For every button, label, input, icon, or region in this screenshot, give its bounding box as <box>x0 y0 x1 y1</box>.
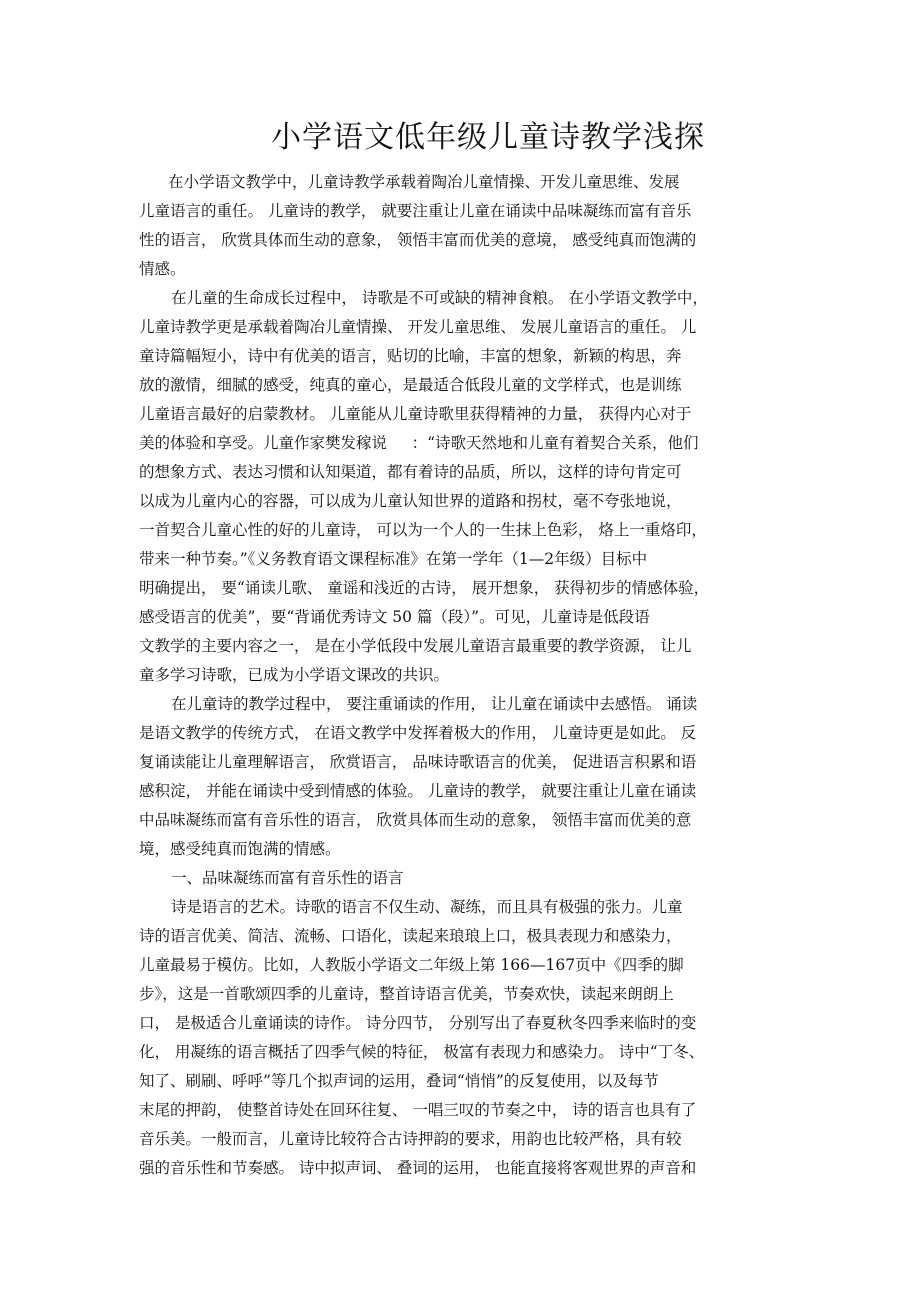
text-line: 复诵读能让儿童理解语言， 欣赏语言， 品味诗歌语言的优美， 促进语言积累和语 <box>139 753 697 771</box>
text-line: 儿童语言的重任。 儿童诗的教学， 就要注重让儿童在诵读中品味凝练而富有音乐 <box>139 202 692 220</box>
document-body <box>139 168 759 1183</box>
text-line: 一首契合儿童心性的好的儿童诗， 可以为一个人的一生抹上色彩， 烙上一重烙印， <box>139 521 707 539</box>
text-line: 童多学习诗歌，已成为小学语文课改的共识。 <box>139 666 450 684</box>
text-line: 诗的语言优美、简洁、流畅、口语化，读起来琅琅上口，极具表现力和感染力， <box>139 927 682 945</box>
text-line: 感受语言的优美”，要“背诵优秀诗文 50 篇（段）”。可见，儿童诗是低段语 <box>139 608 650 626</box>
text-line: 口， 是极适合儿童诵读的诗作。 诗分四节， 分别写出了春夏秋冬四季来临时的变 <box>139 1014 697 1032</box>
text-line: 境，感受纯真而饱满的情感。 <box>139 840 341 858</box>
text-line: 明确提出， 要“诵读儿歌、 童谣和浅近的古诗， 展开想象， 获得初步的情感体验， <box>139 579 710 597</box>
text-line: 在儿童诗的教学过程中， 要注重诵读的作用， 让儿童在诵读中去感悟。 诵读 <box>171 695 698 713</box>
text-line: 末尾的押韵， 使整首诗处在回环往复、 一唱三叹的节奏之中， 诗的语言也具有了 <box>139 1101 697 1119</box>
text-line: 在小学语文教学中，儿童诗教学承载着陶冶儿童情操、开发儿童思维、发展 <box>168 173 680 191</box>
text-line: 情感。 <box>139 260 186 278</box>
text-line: 美的体验和享受。儿童作家樊发稼说 ：“诗歌天然地和儿童有着契合关系，他们 <box>139 434 699 452</box>
text-line: 知了、刷刷、呼呼”等几个拟声词的运用，叠词“悄悄”的反复使用，以及每节 <box>139 1072 659 1090</box>
text-line: 以成为儿童内心的容器，可以成为儿童认知世界的道路和拐杖，毫不夸张地说， <box>139 492 682 510</box>
text-line: 儿童语言最好的启蒙教材。 儿童能从儿童诗歌里获得精神的力量， 获得内心对于 <box>139 405 692 423</box>
text-line: 感积淀， 并能在诵读中受到情感的体验。 儿童诗的教学， 就要注重让儿童在诵读 <box>139 782 697 800</box>
text-line: 步》，这是一首歌颂四季的儿童诗，整首诗语言优美，节奏欢快，读起来朗朗上 <box>139 985 674 1003</box>
text-line: 放的激情，细腻的感受，纯真的童心，是最适合低段儿童的文学样式，也是训练 <box>139 376 682 394</box>
text-line: 在儿童的生命成长过程中， 诗歌是不可或缺的精神食粮。 在小学语文教学中， <box>171 289 708 307</box>
text-line: 诗是语言的艺术。诗歌的语言不仅生动、凝练，而且具有极强的张力。儿童 <box>171 898 683 916</box>
text-line: 文教学的主要内容之一， 是在小学低段中发展儿童语言最重要的教学资源， 让儿 <box>139 637 692 655</box>
document-title: 小学语文低年级儿童诗教学浅探 <box>271 120 705 155</box>
text-line: 强的音乐性和节奏感。 诗中拟声词、 叠词的运用， 也能直接将客观世界的声音和 <box>139 1159 697 1177</box>
text-line: 儿童最易于模仿。比如，人教版小学语文二年级上第 166—167页中《四季的脚 <box>139 956 684 974</box>
text-line: 音乐美。一般而言，儿童诗比较符合古诗押韵的要求，用韵也比较严格，具有较 <box>139 1130 682 1148</box>
text-line: 的想象方式、表达习惯和认知渠道，都有着诗的品质，所以，这样的诗句肯定可 <box>139 463 682 481</box>
text-line: 带来一种节奏。”《义务教育语文课程标准》在第一学年（1—2年级）目标中 <box>139 550 648 568</box>
text-line: 化， 用凝练的语言概括了四季气候的特征， 极富有表现力和感染力。 诗中“丁冬、 <box>139 1043 705 1061</box>
text-line: 童诗篇幅短小，诗中有优美的语言，贴切的比喻，丰富的想象，新颖的构思，奔 <box>139 347 682 365</box>
text-line: 一、品味凝练而富有音乐性的语言 <box>171 869 404 887</box>
text-line: 性的语言， 欣赏具体而生动的意象， 领悟丰富而优美的意境， 感受纯真而饱满的 <box>139 231 697 249</box>
text-line: 是语文教学的传统方式， 在语文教学中发挥着极大的作用， 儿童诗更是如此。 反 <box>139 724 697 742</box>
text-line: 中品味凝练而富有音乐性的语言， 欣赏具体而生动的意象， 领悟丰富而优美的意 <box>139 811 692 829</box>
text-line: 儿童诗教学更是承载着陶冶儿童情操、 开发儿童思维、 发展儿童语言的重任。 儿 <box>139 318 697 336</box>
